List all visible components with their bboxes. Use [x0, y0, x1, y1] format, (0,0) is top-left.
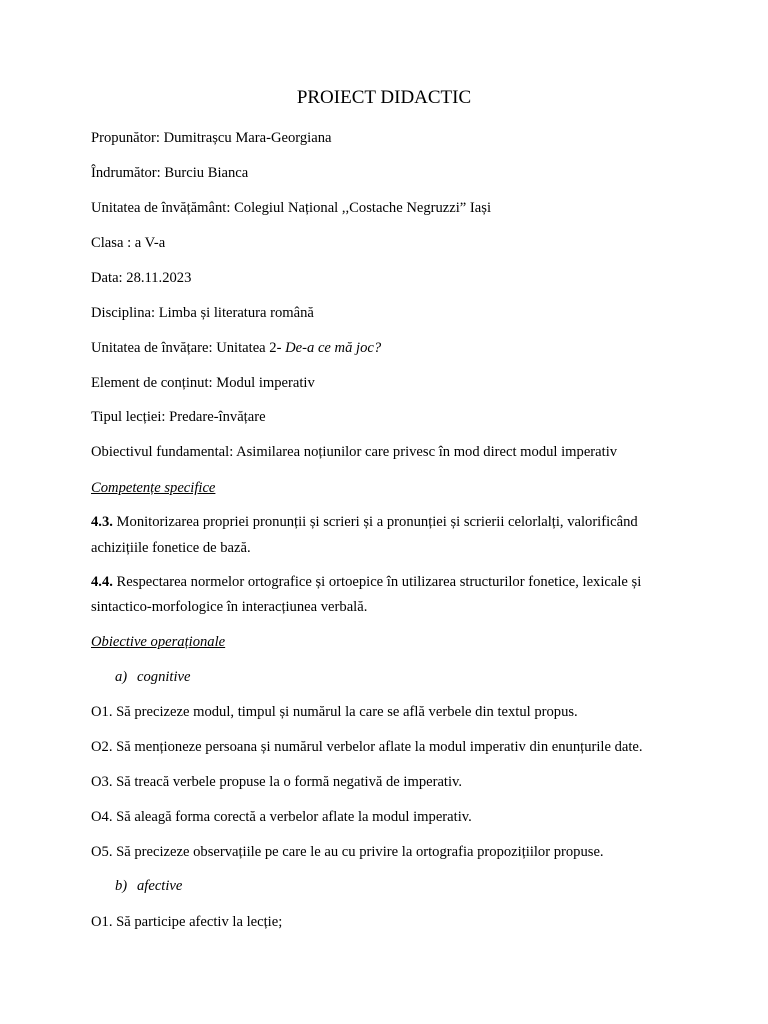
field-label: Obiectivul fundamental:: [91, 444, 234, 460]
section-heading-obiective: Obiective operaționale: [91, 634, 226, 650]
field-label: Propunător:: [91, 130, 160, 146]
field-value: Limba și literatura română: [158, 305, 314, 321]
field-tipul-lectiei: [91, 408, 266, 426]
section-heading-competente: Competențe specifice: [91, 480, 216, 496]
field-value: Dumitrașcu Mara-Georgiana: [163, 130, 332, 146]
competenta-text-continued: achizițiile fonetice de bază.: [91, 540, 251, 556]
objective-item: O3. Să treacă verbele propuse la o formă negativă de imperativ.: [91, 774, 463, 790]
objective-item: O5. Să precizeze observațiile pe care le au cu privire la ortografia propozițiilor propuse.: [91, 844, 604, 860]
field-element-continut: [91, 374, 315, 392]
field-value: 28.11.2023: [126, 270, 192, 286]
field-label: Disciplina:: [91, 305, 156, 321]
subsection-cognitive: [115, 668, 191, 686]
field-label: Unitatea de învățare:: [91, 340, 213, 356]
field-value: Asimilarea noțiunilor care privesc în mod direct modul imperativ: [236, 444, 618, 460]
competenta-item: [91, 573, 641, 591]
field-propunator: [91, 129, 331, 147]
competenta-text: Monitorizarea propriei pronunții și scrieri și a pronunției și scrierii celorlalți, valorificând: [116, 514, 638, 530]
objective-item: O1. Să precizeze modul, timpul și numărul la care se află verbele din textul propus.: [91, 704, 578, 720]
competenta-code: 4.4.: [91, 574, 113, 590]
field-disciplina: [91, 304, 314, 322]
field-label: Unitatea de învățământ:: [91, 200, 231, 216]
field-label: Data:: [91, 270, 123, 286]
field-value: Burciu Bianca: [164, 165, 249, 181]
competenta-text-continued: sintactico-morfologice în interacțiunea verbală.: [91, 599, 368, 615]
objective-item: O4. Să aleagă forma corectă a verbelor aflate la modul imperativ.: [91, 809, 472, 825]
field-label: Clasa :: [91, 235, 132, 251]
subsection-label: afective: [137, 878, 183, 894]
list-marker: a): [115, 669, 128, 685]
field-value: Modul imperativ: [216, 375, 315, 391]
field-value-italic: De-a ce mă joc?: [285, 340, 382, 356]
field-value: a V-a: [134, 235, 166, 251]
objective-item: O1. Să participe afectiv la lecție;: [91, 914, 283, 930]
competenta-item: [91, 513, 638, 531]
field-label: Tipul lecției:: [91, 409, 166, 425]
document-title: PROIECT DIDACTIC: [296, 87, 472, 108]
objective-item: O2. Să menționeze persoana și numărul verbelor aflate la modul imperativ din enunțurile date.: [91, 739, 643, 755]
field-data: [91, 269, 191, 287]
list-marker: b): [115, 878, 128, 894]
field-value: Unitatea 2-: [216, 340, 282, 356]
field-label: Element de conținut:: [91, 375, 213, 391]
field-unitatea-invatamant: [91, 199, 491, 217]
field-indrumator: [91, 164, 248, 182]
field-value: Colegiul Național ,,Costache Negruzzi” Iași: [234, 200, 491, 216]
subsection-afective: [115, 877, 182, 895]
field-clasa: [91, 234, 165, 252]
field-value: Predare-învățare: [169, 409, 266, 425]
competenta-code: 4.3.: [91, 514, 113, 530]
field-label: Îndrumător:: [91, 165, 161, 181]
field-obiectiv-fundamental: [91, 443, 617, 461]
field-unitatea-invatare: [91, 339, 381, 357]
competenta-text: Respectarea normelor ortografice și ortoepice în utilizarea structurilor fonetice, lexicale și: [116, 574, 642, 590]
subsection-label: cognitive: [137, 669, 191, 685]
